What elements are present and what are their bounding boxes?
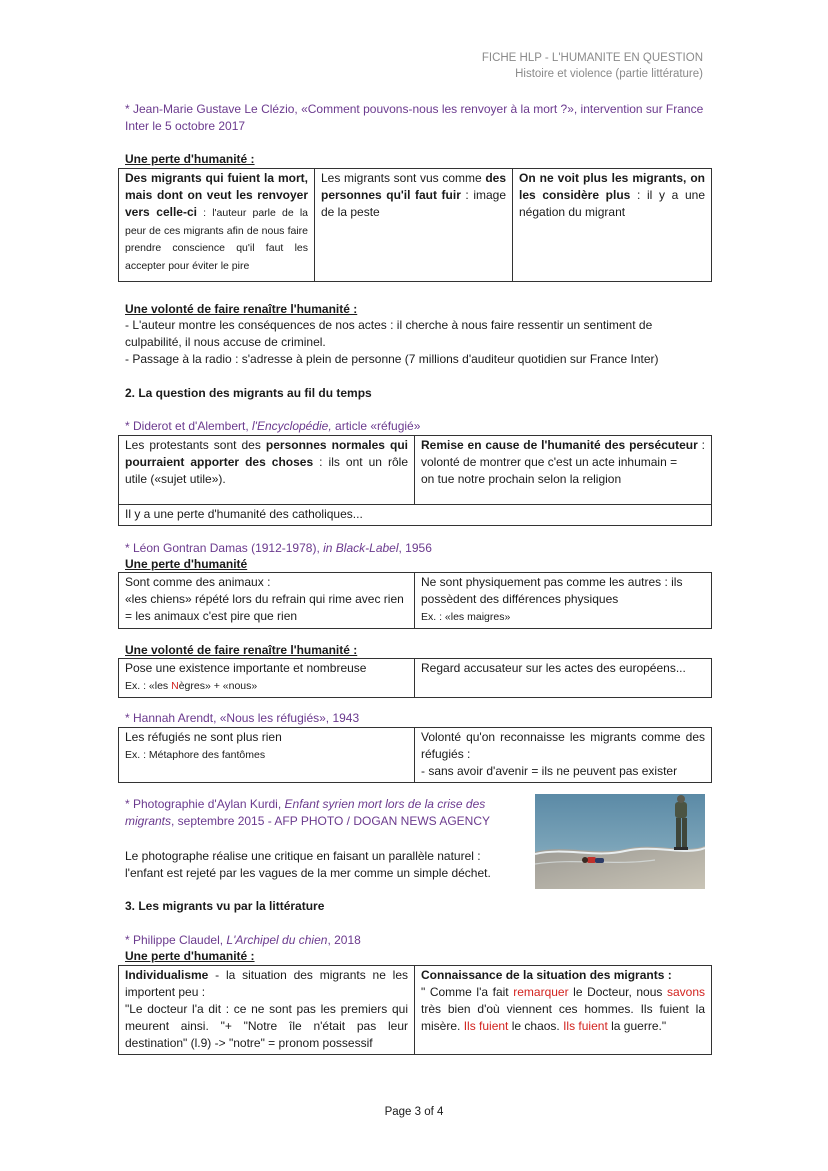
claudel-cell-2: Connaissance de la situation des migrants : " Comme l'a fait remarquer le Docteur, nous savons très bien d'où viennent ces hommes. Ils fuient la misère. Ils fuient le chaos. Ils fuient la guerre." <box>415 966 712 1055</box>
leclezio-cell-3: On ne voit plus les migrants, on les considère plus : il y a une négation du migrant <box>513 169 712 282</box>
aylan-kurdi-photo <box>535 794 705 889</box>
arendt-source: * Hannah Arendt, «Nous les réfugiés», 1943 <box>125 711 360 725</box>
kurdi-text: Le photographe réalise une critique en faisant un parallèle naturel : l'enfant est rejeté par les vagues de la mer comme un simple déchet. <box>125 849 491 880</box>
arendt-table <box>118 727 712 783</box>
arendt-cell-2: Volonté qu'on reconnaisse les migrants comme des réfugiés : - sans avoir d'avenir = ils ne peuvent pas exister <box>415 728 712 783</box>
claudel-perte-title: Une perte d'humanité : <box>125 949 255 963</box>
leclezio-cell-1: Des migrants qui fuient la mort, mais dont on veut les renvoyer vers celle-ci : l'auteur parle de la peur de ces migrants afin de nous faire prendre conscience qu'il faut les accepter pour éviter le pire <box>119 169 315 282</box>
header-title: FICHE HLP - L'HUMANITE EN QUESTION <box>481 52 703 64</box>
header-subtitle: Histoire et violence (partie littérature) <box>515 68 703 80</box>
leclezio-volonte-p1: - L'auteur montre les conséquences de nos actes : il cherche à nous faire ressentir un sentiment de culpabilité, il nous accuse de criminel. <box>125 318 653 349</box>
diderot-source: * Diderot et d'Alembert, l'Encyclopédie, article «réfugié» <box>125 419 421 433</box>
section-2-title: 2. La question des migrants au fil du temps <box>125 386 372 400</box>
damas-perte-table <box>118 572 712 629</box>
damas-volonte-table <box>118 658 712 698</box>
leclezio-volonte-title: Une volonté de faire renaître l'humanité : <box>125 302 358 316</box>
diderot-cell-1: Les protestants sont des personnes normales qui pourraient apporter des choses : ils ont un rôle utile («sujet utile»). <box>119 436 415 505</box>
kurdi-source: * Photographie d'Aylan Kurdi, Enfant syrien mort lors de la crise des migrants, septembre 2015 - AFP PHOTO / DOGAN NEWS AGENCY <box>125 797 491 828</box>
damas-source: * Léon Gontran Damas (1912-1978), in Black-Label, 1956 <box>125 541 432 555</box>
damas-volonte-cell-1: Pose une existence importante et nombreuse Ex. : «les Nègres» + «nous» <box>119 659 415 698</box>
damas-volonte-title: Une volonté de faire renaître l'humanité : <box>125 643 358 657</box>
diderot-cell-2: Remise en cause de l'humanité des persécuteur : volonté de montrer que c'est un acte inhumain = on tue notre prochain selon la religion <box>415 436 712 505</box>
diderot-bottom-cell: Il y a une perte d'humanité des catholiques... <box>119 505 712 526</box>
page-number: Page 3 of 4 <box>384 1106 444 1118</box>
section-3-title: 3. Les migrants vu par la littérature <box>125 899 325 913</box>
claudel-cell-1: Individualisme - la situation des migrants ne les importent peu : "Le docteur l'a dit : ce ne sont pas les premiers qui meurent ainsi. "+ "Notre île n'était pas leur destination" (l.9) -> "notre" = pronom possessif <box>119 966 415 1055</box>
leclezio-cell-2: Les migrants sont vus comme des personnes qu'il faut fuir : image de la peste <box>315 169 513 282</box>
soldier-figure <box>674 795 688 850</box>
damas-volonte-cell-2: Regard accusateur sur les actes des européens... <box>415 659 712 698</box>
claudel-source: * Philippe Claudel, L'Archipel du chien, 2018 <box>125 933 361 947</box>
leclezio-volonte-p2: - Passage à la radio : s'adresse à plein de personne (7 millions d'auditeur quotidien sur France Inter) <box>125 352 659 366</box>
arendt-cell-1: Les réfugiés ne sont plus rien Ex. : Métaphore des fantômes <box>119 728 415 783</box>
page-header <box>482 50 703 82</box>
claudel-table <box>118 965 712 1055</box>
leclezio-source: * Jean-Marie Gustave Le Clézio, «Comment pouvons-nous les renvoyer à la mort ?», intervention sur France Inter le 5 octobre 2017 <box>125 102 704 133</box>
damas-perte-cell-2: Ne sont physiquement pas comme les autres : ils possèdent des différences physiques Ex. : «les maigres» <box>415 573 712 629</box>
diderot-table <box>118 435 712 526</box>
leclezio-perte-title: Une perte d'humanité : <box>125 152 255 166</box>
damas-perte-title: Une perte d'humanité <box>125 557 248 571</box>
damas-perte-cell-1: Sont comme des animaux : «les chiens» répété lors du refrain qui rime avec rien = les animaux c'est pire que rien <box>119 573 415 629</box>
leclezio-perte-table <box>118 168 712 282</box>
